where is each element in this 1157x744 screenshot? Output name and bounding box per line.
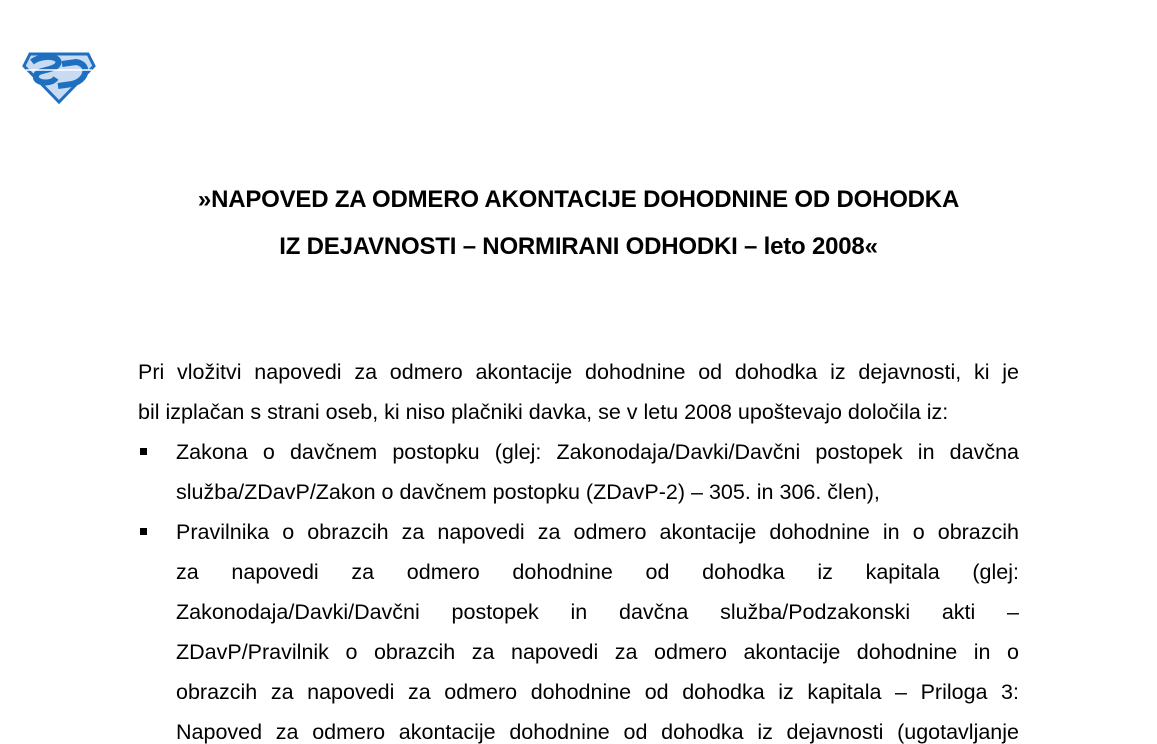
bullet-2-line-4: ZDavP/Pravilnik o obrazcih za napovedi za odmero akontacije dohodnine in o bbox=[176, 640, 1019, 664]
bullet-2-line-5: obrazcih za napovedi za odmero dohodnine od dohodka iz kapitala – Priloga 3: bbox=[176, 680, 1019, 704]
bullet-1-line-2: služba/ZDavP/Zakon o davčnem postopku (ZDavP-2) – 305. in 306. člen), bbox=[176, 480, 880, 504]
bullet-2-line-3: Zakonodaja/Davki/Davčni postopek in davčna služba/Podzakonski akti – bbox=[176, 600, 1019, 624]
title-line-1: »NAPOVED ZA ODMERO AKONTACIJE DOHODNINE OD DOHODKA bbox=[197, 186, 960, 213]
bullet-2-line-6: Napoved za odmero akontacije dohodnine od dohodka iz dejavnosti (ugotavljanje bbox=[176, 720, 1019, 744]
intro-line-1: Pri vložitvi napovedi za odmero akontacije dohodnine od dohodka iz dejavnosti, ki je bbox=[138, 360, 1019, 384]
bullet-2-line-2: za napovedi za odmero dohodnine od dohodka iz kapitala (glej: bbox=[176, 560, 1019, 584]
bullet-2-line-1: Pravilnika o obrazcih za napovedi za odmero akontacije dohodnine in o obrazcih bbox=[176, 520, 1019, 544]
bullet-icon bbox=[140, 448, 147, 455]
sd-logo bbox=[22, 50, 96, 104]
intro-line-2: bil izplačan s strani oseb, ki niso plačniki davka, se v letu 2008 upoštevajo določila iz: bbox=[138, 400, 949, 424]
bullet-1-line-1: Zakona o davčnem postopku (glej: Zakonodaja/Davki/Davčni postopek in davčna bbox=[176, 440, 1019, 464]
bullet-icon bbox=[140, 528, 147, 535]
title-line-2: IZ DEJAVNOSTI – NORMIRANI ODHODKI – leto 2008« bbox=[279, 233, 878, 260]
